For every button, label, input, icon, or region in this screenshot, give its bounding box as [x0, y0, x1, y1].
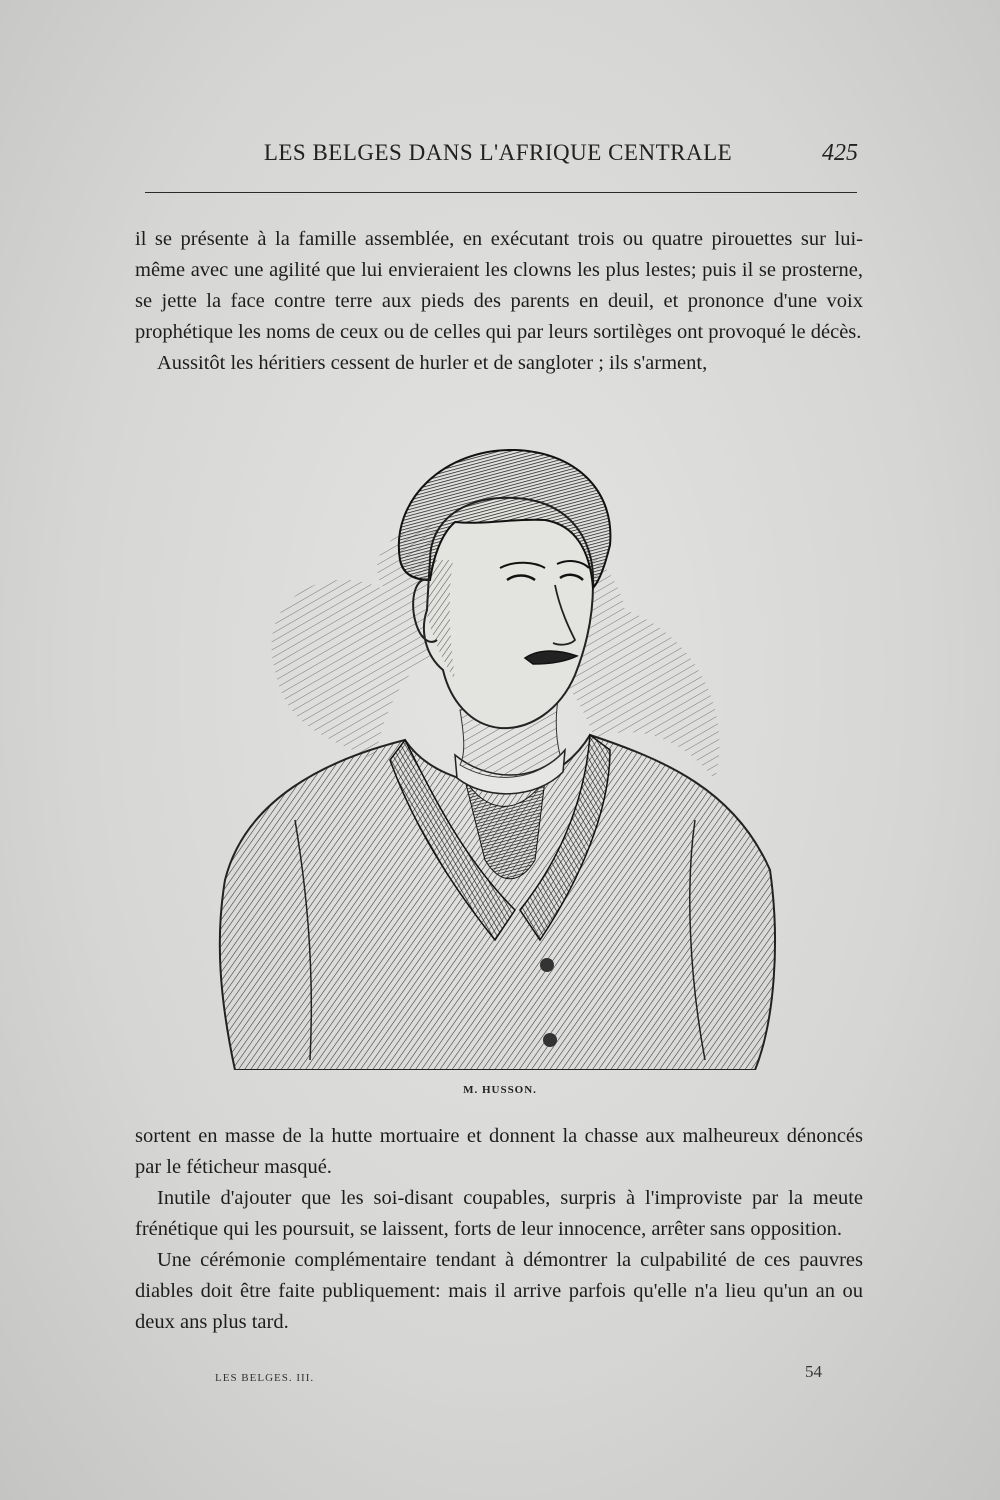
body-text-top	[135, 224, 863, 379]
running-header: LES BELGES DANS L'AFRIQUE CENTRALE	[263, 140, 733, 165]
paragraph: Inutile d'ajouter que les soi-disant coupables, surpris à l'improviste par la meute frénétique qui les poursuit, se laissent, forts de leur innocence, arrêter sans opposition.	[135, 1187, 863, 1240]
paragraph: Aussitôt les héritiers cessent de hurler et de sangloter ; ils s'arment,	[157, 352, 708, 374]
header-rule	[145, 192, 857, 193]
portrait-engraving	[215, 440, 785, 1070]
body-text-bottom	[135, 1121, 863, 1338]
paragraph: il se présente à la famille assemblée, en exécutant trois ou quatre pirouettes sur lui-même avec une agilité que lui envieraient les clowns les plus lestes; puis il se prosterne, se jette la face contre terre aux pieds des parents en deuil, et prononce d'une voix prophétique les noms de ceux ou de celles qui par leurs sortilèges ont provoqué le décès.	[135, 228, 863, 343]
gathering-number: 54	[805, 1362, 822, 1381]
page-number: 425	[822, 140, 858, 166]
figure-caption: M. HUSSON.	[463, 1084, 537, 1096]
signature-mark: LES BELGES. III.	[215, 1372, 315, 1384]
paragraph: Une cérémonie complémentaire tendant à démontrer la culpabilité de ces pauvres diables doit être faite publiquement: mais il arrive parfois qu'elle n'a lieu qu'un an ou deux ans plus tard.	[135, 1249, 863, 1333]
coat-button	[540, 958, 554, 972]
coat-button	[543, 1033, 557, 1047]
paragraph: sortent en masse de la hutte mortuaire et donnent la chasse aux malheureux dénoncés par le féticheur masqué.	[135, 1125, 863, 1178]
